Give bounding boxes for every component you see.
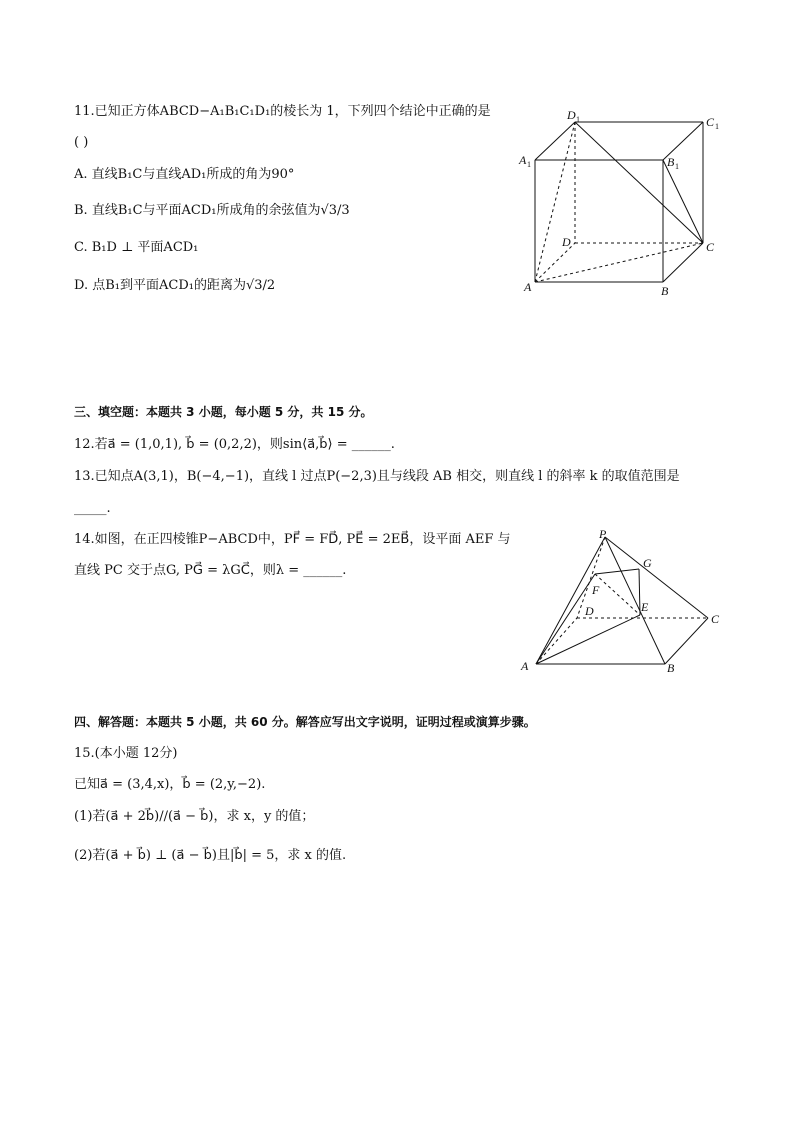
q15-given: 已知a⃗ = (3,4,x)，b⃗ = (2,y,−2). (74, 777, 266, 792)
pyramid-label-e: E (641, 600, 649, 614)
q11-option-c: C. B₁D ⊥ 平面ACD₁ (74, 240, 199, 255)
cube-label-d: D (562, 235, 571, 249)
q11-option-d: D. 点B₁到平面ACD₁的距离为√3/2 (74, 278, 276, 293)
q11-option-a: A. 直线B₁C与直线AD₁所成的角为90° (74, 167, 295, 182)
q11-option-b: B. 直线B₁C与平面ACD₁所成角的余弦值为√3/3 (74, 203, 350, 218)
cube-label-a1-sub: 1 (527, 160, 531, 169)
q14-line1: 14.如图，在正四棱锥P−ABCD中，PF⃗ = FD⃗, PE⃗ = 2EB⃗，设平面 AEF 与 (74, 532, 511, 547)
cube-label-d1: D (567, 108, 576, 122)
cube-label-c1: C (706, 115, 715, 129)
cube-label-b1: B (667, 155, 675, 169)
cube-label-b1-sub: 1 (675, 162, 679, 171)
q15-part1: (1)若(a⃗ + 2b⃗)//(a⃗ − b⃗)，求 x，y 的值； (74, 809, 315, 824)
pyramid-label-b: B (667, 661, 675, 675)
cube-label-b: B (661, 284, 669, 298)
section3-heading: 三、填空题：本题共 3 小题，每小题 5 分，共 15 分。 (74, 405, 373, 419)
pyramid-label-a: A (521, 659, 529, 673)
q13-line1: 13.已知点A(3,1)，B(−4,−1)，直线 l 过点P(−2,3)且与线段 AB 相交，则直线 l 的斜率 k 的取值范围是 (74, 469, 680, 484)
pyramid-label-c: C (711, 612, 720, 626)
q15-title: 15.(本小题 12分) (74, 746, 178, 761)
cube-figure (510, 100, 750, 300)
pyramid-figure (515, 525, 735, 680)
cube-label-c: C (706, 240, 715, 254)
cube-label-a1: A (519, 153, 527, 167)
cube-label-a: A (524, 280, 532, 294)
q11-stem: 11.已知正方体ABCD−A₁B₁C₁D₁的棱长为 1，下列四个结论中正确的是 (74, 104, 491, 119)
section4-heading: 四、解答题：本题共 5 小题，共 60 分。解答应写出文字说明，证明过程或演算步骤。 (74, 715, 536, 729)
q15-part2: (2)若(a⃗ + b⃗) ⊥ (a⃗ − b⃗)且|b⃗| = 5，求 x 的值. (74, 848, 347, 863)
cube-label-c1-sub: 1 (715, 122, 719, 131)
pyramid-label-p: P (599, 527, 607, 541)
q12-text: 12.若a⃗ = (1,0,1), b⃗ = (0,2,2)，则sin⟨a⃗,b⃗⟩ = ______. (74, 437, 395, 452)
q13-line2: _____. (74, 501, 111, 516)
pyramid-label-g: G (643, 556, 652, 570)
pyramid-label-f: F (592, 583, 600, 597)
q14-line2: 直线 PC 交于点G, PG⃗ = λGC⃗，则λ = ______. (74, 563, 347, 578)
q11-paren: ( ) (74, 135, 89, 150)
cube-label-d1-sub: 1 (576, 115, 580, 124)
pyramid-label-d: D (585, 604, 594, 618)
